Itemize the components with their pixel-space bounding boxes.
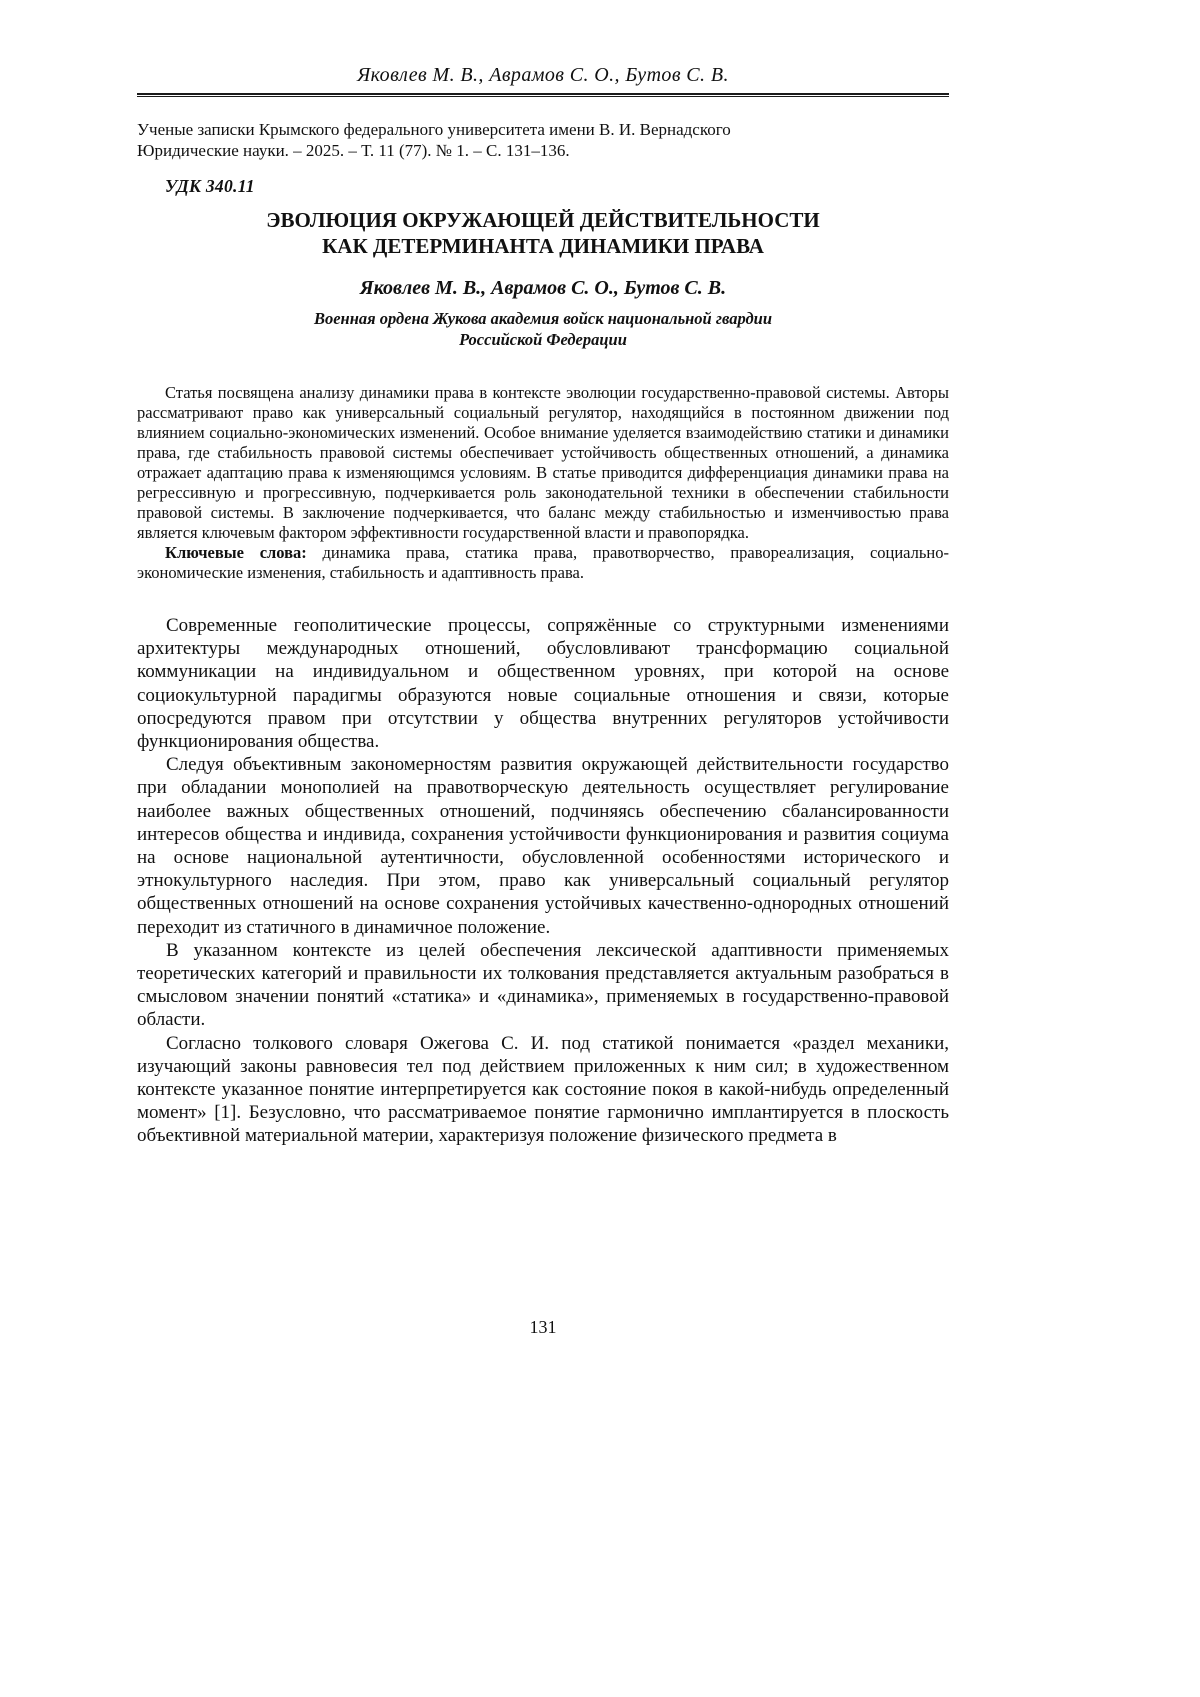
- text-column: [137, 0, 949, 1148]
- udc-code: УДК 340.11: [165, 176, 255, 196]
- abstract-paragraph: Статья посвящена анализу динамики права в контексте эволюции государственно-правовой системы. Авторы рассматривают право как универсальный социальный регулятор, находящийся в постоянном движении под влиянием социально-экономических изменений. Особое внимание уделяется взаимодействию статики и динамики права, где стабильность правовой системы обеспечивает устойчивость общественных отношений, а динамика отражает адаптацию права к изменяющимся условиям. В статье приводится дифференциация динамики права на регрессивную и прогрессивную, подчеркивается роль законодательной техники в обеспечении стабильности правовой системы. В заключение подчеркивается, что баланс между стабильностью и изменчивостью права является ключевым фактором эффективности государственной власти и правопорядка.: [137, 383, 949, 542]
- header-rule: [137, 93, 949, 97]
- body-paragraph: Современные геополитические процессы, сопряжённые со структурными изменениями архитектуры международных отношений, обусловливают трансформацию социальной коммуникации на индивидуальном и общественном уровнях, при которой на основе социокультурной парадигмы образуются новые социальные отношения и связи, которые опосредуются правом при отсутствии у общества внутренних регуляторов устойчивости функционирования общества.: [137, 615, 949, 753]
- keywords-text: динамика права, статика права, правотворчество, правореализация, социально-экономические изменения, стабильность и адаптивность права.: [137, 543, 949, 582]
- journal-citation: [137, 119, 949, 161]
- keywords-label: Ключевые слова:: [165, 543, 307, 562]
- article-title-line-2: КАК ДЕТЕРМИНАНТА ДИНАМИКИ ПРАВА: [322, 234, 764, 258]
- journal-citation-line-1: Ученые записки Крымского федерального университета имени В. И. Вернадского: [137, 120, 731, 139]
- affiliation: [137, 308, 949, 350]
- article-title: [137, 207, 949, 259]
- body-paragraph: Следуя объективным закономерностям развития окружающей действительности государство при обладании монополией на правотворческую деятельность осуществляет регулирование наиболее важных общественных отношений, подчиняясь обеспечению сбалансированности интересов общества и индивида, сохранения устойчивости функционирования и развития социума на основе национальной аутентичности, обусловленной особенностями исторического и этнокультурного наследия. При этом, право как универсальный социальный регулятор общественных отношений на основе сохранения устойчивых качественно-однородных отношений переходит из статичного в динамичное положение.: [137, 754, 949, 938]
- affiliation-line-1: Военная ордена Жукова академия войск национальной гвардии: [313, 309, 773, 328]
- affiliation-line-2: Российской Федерации: [459, 330, 627, 349]
- page-number: 131: [529, 1317, 557, 1337]
- authors-line: Яковлев М. В., Аврамов С. О., Бутов С. В.: [359, 277, 727, 299]
- article-title-line-1: ЭВОЛЮЦИЯ ОКРУЖАЮЩЕЙ ДЕЙСТВИТЕЛЬНОСТИ: [266, 208, 820, 232]
- article-body: [137, 614, 949, 1148]
- body-paragraph: В указанном контексте из целей обеспечения лексической адаптивности применяемых теоретических категорий и правильности их толкования представляется актуальным разобраться в смысловом значении понятий «статика» и «динамика», применяемых в государственно-правовой области.: [137, 939, 949, 1031]
- journal-citation-line-2: Юридические науки. – 2025. – Т. 11 (77). № 1. – С. 131–136.: [137, 141, 570, 160]
- body-paragraph: Согласно толкового словаря Ожегова С. И. под статикой понимается «раздел механики, изучающий законы равновесия тел под действием приложенных к ним сил; в художественном контексте указанное понятие интерпретируется как состояние покоя в какой-нибудь определенный момент» [1]. Безусловно, что рассматриваемое понятие гармонично имплантируется в плоскость объективной материальной материи, характеризуя положение физического предмета в: [137, 1032, 949, 1147]
- running-head: Яковлев М. В., Аврамов С. О., Бутов С. В.: [357, 64, 729, 86]
- keywords-paragraph: [137, 543, 949, 583]
